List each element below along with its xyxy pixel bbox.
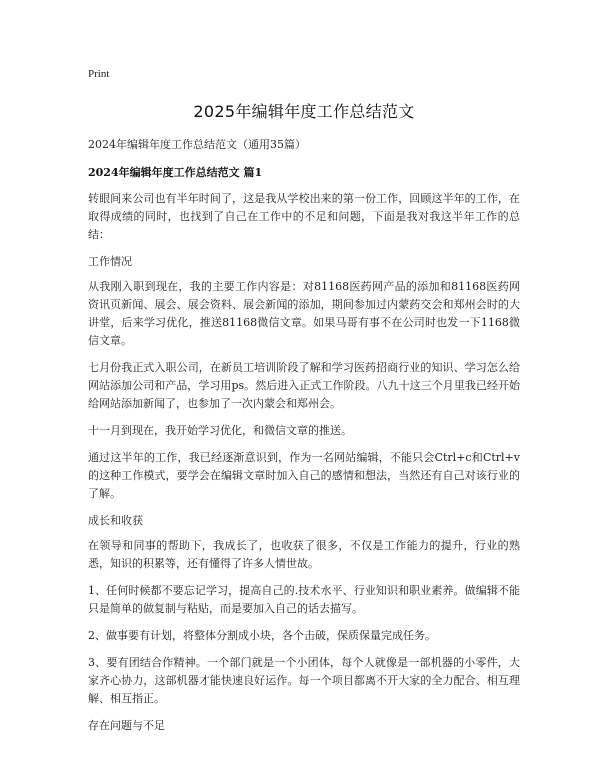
- paragraph-july: 七月份我正式入职公司，在新员工培训阶段了解和学习医药招商行业的知识、学习怎么给网站添加公司和产品，学习用ps。然后进入正式工作阶段。八九十这三个月里我已经开始给网站添加新闻了，也参加了一次内蒙会和郑州会。: [88, 361, 520, 410]
- list-item-3: 3、要有团结合作精神。一个部门就是一个小团体，每个人就像是一部机器的小零件，大家齐心协力，这部机器才能快速良好运作。每一个项目都离不开大家的全力配合、相互理解、相互指正。: [88, 656, 520, 705]
- heading-work-status: 工作情况: [88, 255, 132, 268]
- paragraph-work-content: 从我刚入职到现在，我的主要工作内容是：对81168医药网产品的添加和81168医药网资讯页新闻、展会、展会资料、展会新闻的添加，期间参加过内蒙药交会和郑州会时的大讲堂，后来学习优化，推送81168微信文章。如果马哥有事不在公司时也发一下1168微信文章。: [88, 280, 520, 347]
- heading-growth: 成长和收获: [88, 514, 143, 527]
- paragraph-growth: 在领导和同事的帮助下，我成长了，也收获了很多，不仅是工作能力的提升，行业的熟悉，知识的积累等，还有懂得了许多人情世故。: [88, 539, 520, 570]
- section-title: 2024年编辑年度工作总结范文 篇1: [88, 166, 263, 179]
- document-page: [88, 68, 520, 742]
- heading-problems: 存在问题与不足: [88, 719, 165, 732]
- paragraph-november: 十一月到现在，我开始学习优化，和微信文章的推送。: [88, 424, 352, 437]
- print-link[interactable]: Print: [88, 68, 110, 80]
- list-item-1: 1、任何时候都不要忘记学习，提高自己的.技术水平、行业知识和职业素养。做编辑不能只是简单的做复制与粘贴，而是要加入自己的话去描写。: [88, 584, 520, 615]
- list-item-2: 2、做事要有计划，将整体分割成小块，各个击破，保质保量完成任务。: [88, 629, 436, 642]
- paragraph-reflection: 通过这半年的工作，我已经逐渐意识到，作为一名网站编辑，不能只会Ctrl+c和Ctrl+v的这种工作模式，要学会在编辑文章时加入自己的感情和想法，当然还有自己对该行业的了解。: [88, 451, 520, 500]
- document-title: 2025年编辑年度工作总结范文: [193, 102, 415, 121]
- intro-paragraph: 转眼间来公司也有半年时间了，这是我从学校出来的第一份工作，回顾这半年的工作，在取得成绩的同时，也找到了自己在工作中的不足和问题，下面是我对我这半年工作的总结：: [88, 192, 520, 241]
- document-subtitle: 2024年编辑年度工作总结范文（通用35篇）: [88, 138, 306, 151]
